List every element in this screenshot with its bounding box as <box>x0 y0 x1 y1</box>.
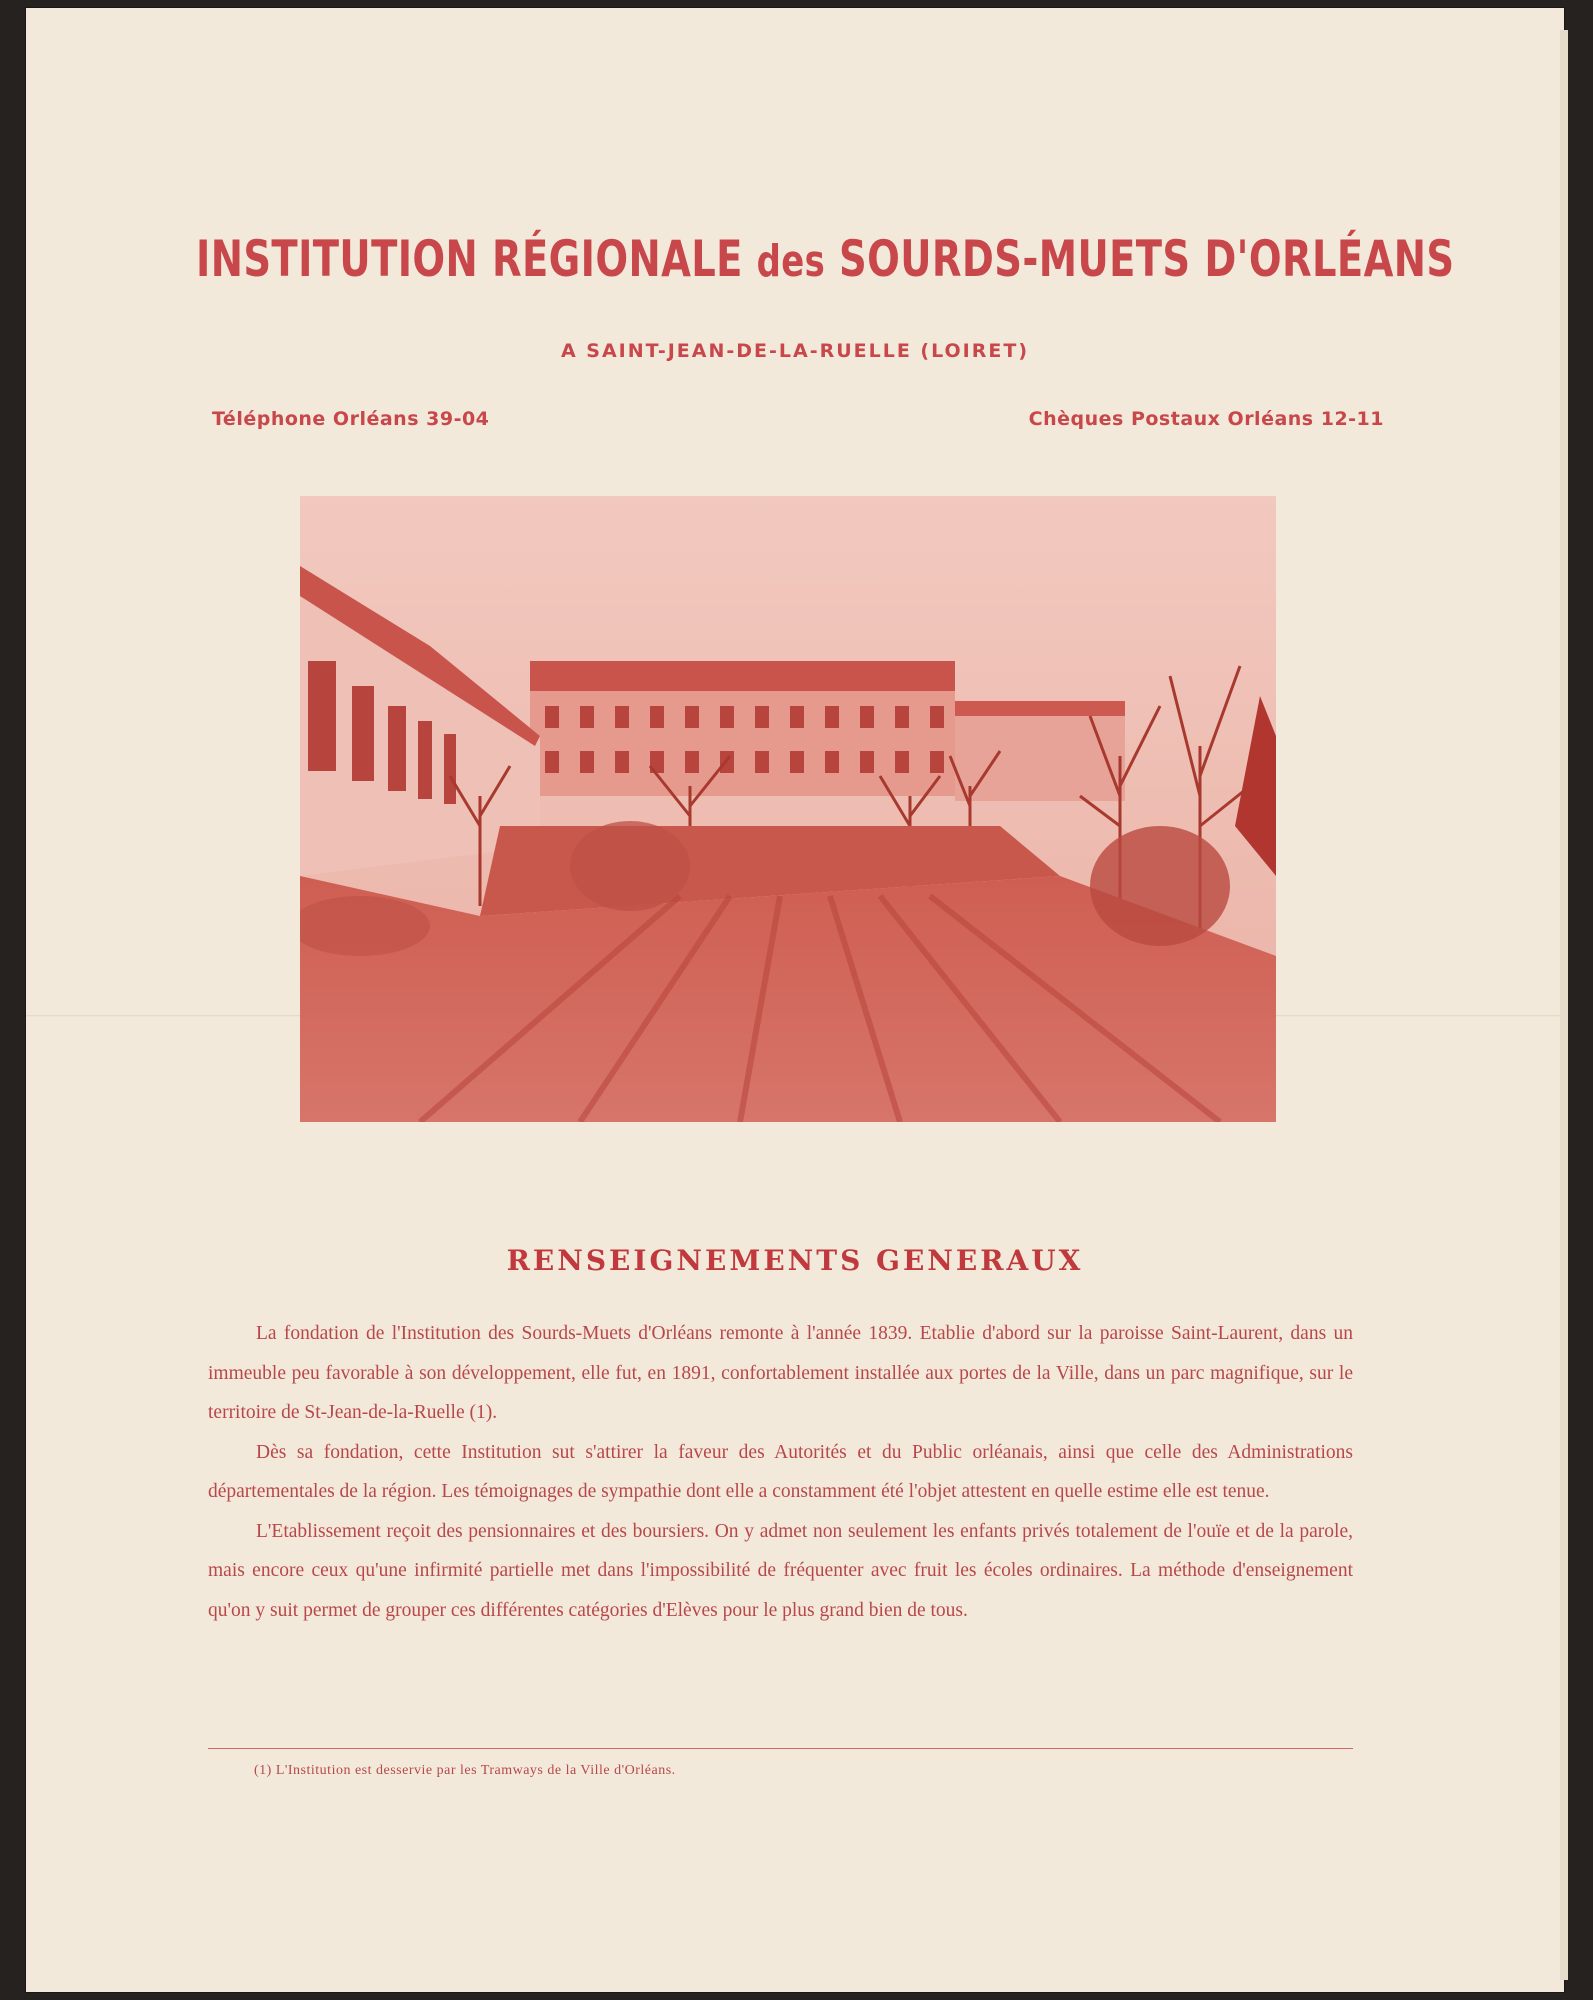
paragraph-founding: La fondation de l'Institution des Sourds-Muets d'Orléans remonte à l'année 1839. Etablie d'abord sur la paroisse Saint-Laurent, dans un immeuble peu favorable à son développement, elle fut, en 1891, confortablement installée aux portes de la Ville, dans un parc magnifique, sur le territoire de St-Jean-de-la-Ruelle (1). <box>208 1323 1353 1423</box>
section-heading: RENSEIGNEMENTS GENERAUX <box>506 1244 1084 1277</box>
footnote: (1) L'Institution est desservie par les Tramways de la Ville d'Orléans. <box>254 1763 676 1778</box>
title-part-2: des <box>756 236 826 287</box>
paragraph-admission: L'Etablissement reçoit des pensionnaires et des boursiers. On y admet non seulement les enfants privés totalement de l'ouïe et de la parole, mais encore ceux qu'une infirmité partielle met dans l'impossibilité de fréquenter avec fruit les écoles ordinaires. La méthode d'enseignement qu'on y suit permet de grouper ces différentes catégories d'Elèves pour le plus grand bien de tous. <box>208 1520 1353 1621</box>
document-page <box>26 8 1564 1992</box>
postal-cheques-line: Chèques Postaux Orléans 12-11 <box>1028 408 1384 430</box>
title-part-3: SOURDS-MUETS D'ORLÉANS <box>839 230 1455 288</box>
title-part-1: INSTITUTION RÉGIONALE <box>196 230 743 288</box>
footnote-divider <box>208 1748 1353 1749</box>
location-subtitle: A SAINT-JEAN-DE-LA-RUELLE (LOIRET) <box>560 340 1030 362</box>
paragraph-reputation: Dès sa fondation, cette Institution sut s'attirer la faveur des Autorités et du Public orléanais, ainsi que celle des Administrations départementales de la région. Les témoignages de sympathie dont elle a constamment été l'objet attestent en quelle estime elle est tenue. <box>208 1441 1353 1502</box>
photograph-illustration <box>300 496 1276 1122</box>
paper-edge <box>1560 30 1568 1980</box>
institution-photograph <box>300 496 1276 1122</box>
telephone-line: Téléphone Orléans 39-04 <box>212 408 490 430</box>
institution-title <box>196 230 1455 288</box>
body-text <box>208 1314 1353 1630</box>
